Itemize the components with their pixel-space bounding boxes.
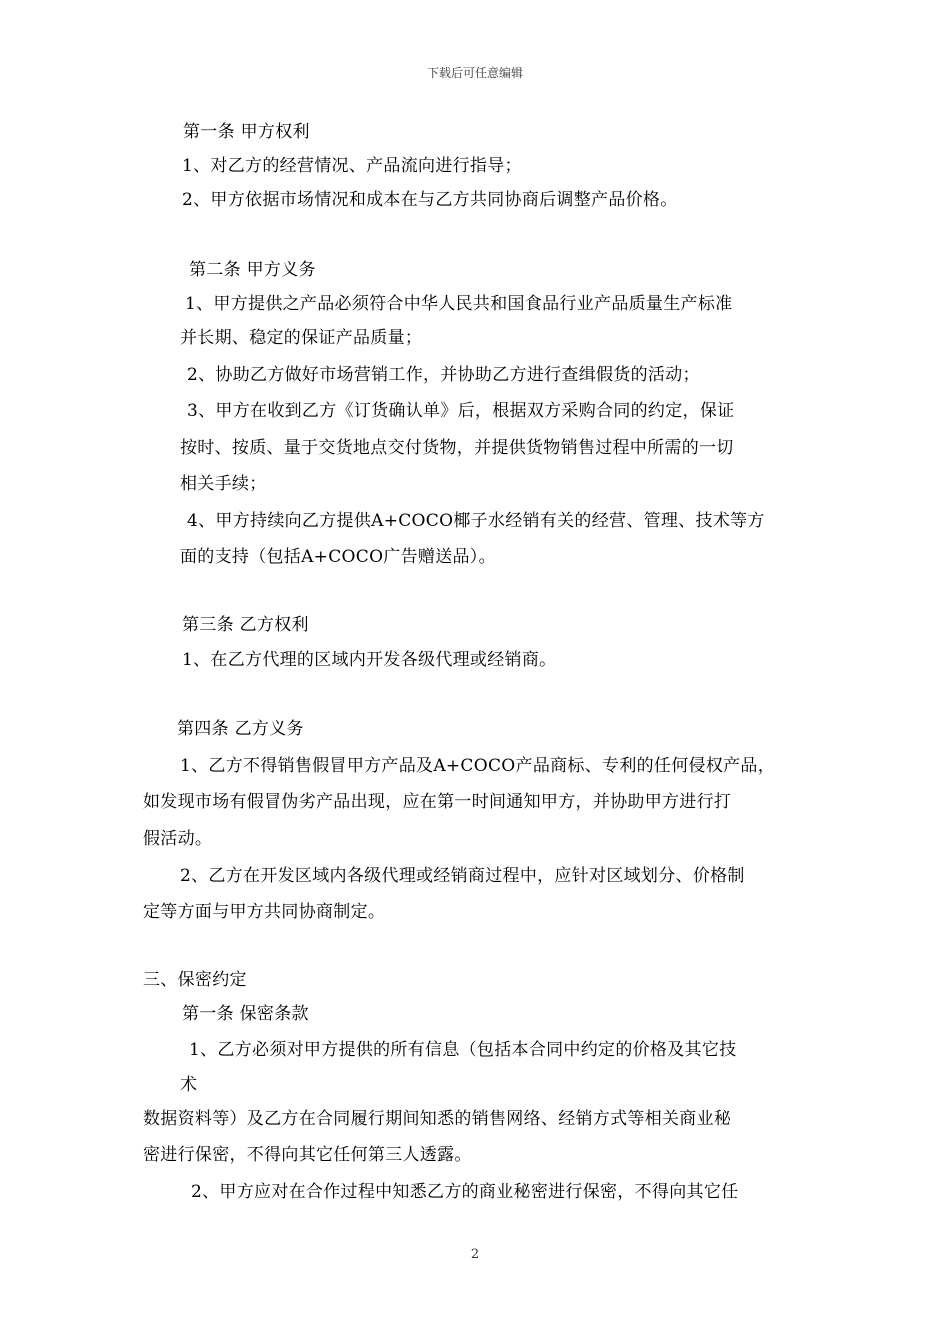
text-line: 如发现市场有假冒伪劣产品出现，应在第一时间通知甲方，并协助甲方进行打 <box>143 792 732 812</box>
clause-heading: 第四条 乙方义务 <box>177 719 304 739</box>
text-line: 假活动。 <box>143 829 213 849</box>
text-line: 2、乙方在开发区域内各级代理或经销商过程中，应针对区域划分、价格制 <box>180 866 745 886</box>
text-line: 2、协助乙方做好市场营销工作，并协助乙方进行查缉假货的活动； <box>187 365 700 385</box>
clause-heading: 第三条 乙方权利 <box>182 615 309 635</box>
text-line: 并长期、稳定的保证产品质量； <box>180 328 423 348</box>
text-line: 3、甲方在收到乙方《订货确认单》后，根据双方采购合同的约定，保证 <box>187 401 735 421</box>
page-header: 下载后可任意编辑 <box>426 66 523 80</box>
text-line: 定等方面与甲方共同协商制定。 <box>143 902 386 922</box>
text-line: 2、甲方应对在合作过程中知悉乙方的商业秘密进行保密，不得向其它任 <box>191 1182 739 1202</box>
text-line: 密进行保密，不得向其它任何第三人透露。 <box>143 1145 472 1165</box>
page-number: 2 <box>470 1247 480 1262</box>
text-line: 1、对乙方的经营情况、产品流向进行指导； <box>182 156 522 176</box>
clause-heading: 第一条 保密条款 <box>182 1004 309 1024</box>
text-line: 相关手续； <box>180 474 267 494</box>
text-line: 1、乙方不得销售假冒甲方产品及A+COCO产品商标、专利的任何侵权产品， <box>180 756 776 776</box>
text-line: 4、甲方持续向乙方提供A+COCO椰子水经销有关的经营、管理、技术等方 <box>187 511 765 531</box>
text-line: 1、乙方必须对甲方提供的所有信息（包括本合同中约定的价格及其它技 <box>189 1040 737 1060</box>
clause-heading: 第一条 甲方权利 <box>183 122 310 142</box>
text-line: 数据资料等）及乙方在合同履行期间知悉的销售网络、经销方式等相关商业秘 <box>143 1109 732 1129</box>
text-line: 1、甲方提供之产品必须符合中华人民共和国食品行业产品质量生产标准 <box>185 294 733 314</box>
section-heading: 三、保密约定 <box>143 970 247 990</box>
text-line: 面的支持（包括A+COCO广告赠送品）。 <box>180 547 496 567</box>
text-line: 1、在乙方代理的区域内开发各级代理或经销商。 <box>182 650 557 670</box>
clause-heading: 第二条 甲方义务 <box>189 260 316 280</box>
text-line: 2、甲方依据市场情况和成本在与乙方共同协商后调整产品价格。 <box>182 190 678 210</box>
text-line: 按时、按质、量于交货地点交付货物，并提供货物销售过程中所需的一切 <box>180 438 734 458</box>
text-line: 术 <box>180 1075 198 1095</box>
